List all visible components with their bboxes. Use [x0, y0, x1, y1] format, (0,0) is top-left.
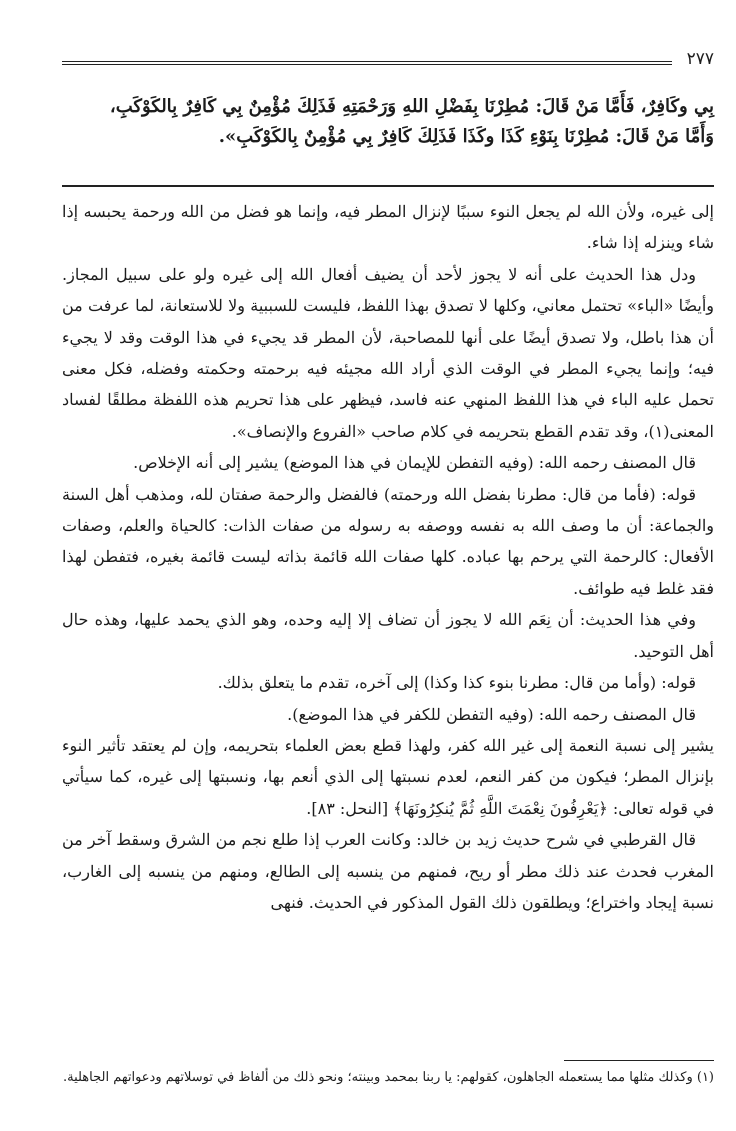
paragraph: قال المصنف رحمه الله: (وفيه التفطن للإيمان في هذا الموضع) يشير إلى أنه الإخلاص. [133, 453, 696, 473]
footnote-text: (١) وكذلك مثلها مما يستعمله الجاهلون، كقولهم: يا ربنا بمحمد وبينته؛ ونحو ذلك من ألفاظ في توسلاتهم ودعواتهم الجاهلية. [62, 1070, 714, 1085]
paragraph: إلى غيره، ولأن الله لم يجعل النوء سببًا لإنزال المطر فيه، وإنما هو فضل من الله ورحمة يحبسه إذا شاء وينزله إذا شاء. [62, 202, 714, 253]
section-divider [62, 185, 714, 187]
footnote-rule [564, 1060, 714, 1061]
paragraph: ودل هذا الحديث على أنه لا يجوز لأحد أن يضيف أفعال الله إلى غيره ولو على سبيل المجاز. وأيضًا «الباء» تحتمل معاني، وكلها لا تصدق بهذا اللفظ، فليست للسببية ولا للاستعانة، لما عرفت من أن هذا باطل، ولا تصدق أيضًا على أنها للمصاحبة، لأن المطر قد يجيء في هذا الوقت وقد لا يجيء فيه؛ وإنما يجيء المطر في الوقت الذي أراد الله مجيئه فيه برحمته وحكمته وفضله، فكل معنى تحمل عليه الباء في هذا اللفظ المنهي عنه فاسد، فيظهر على هذا تحريم هذه اللفظة مطلقًا لفساد المعنى(١)، وقد تقدم القطع بتحريمه في كلام صاحب «الفروع والإنصاف». [62, 264, 715, 441]
footnote [62, 1066, 714, 1090]
page-number: ٢٧٧ [686, 49, 714, 69]
hadith-text [62, 92, 714, 152]
paragraph: قال القرطبي في شرح حديث زيد بن خالد: وكانت العرب إذا طلع نجم من الشرق وسقط آخر من المغرب فحدث عند ذلك مطر أو ريح، فمنهم من ينسبه إلى الطالع، ومنهم من ينسبه إلى الغارب، نسبة إيجاد واختراع؛ ويطلقون ذلك القول المذكور في الحديث. فنهى [62, 830, 714, 912]
page-header [62, 49, 714, 75]
hadith-line: وَأَمَّا مَنْ قَالَ: مُطِرْنَا بِنَوْءِ كَذَا وكَذَا فَذَلِكَ كَافِرٌ بِي مُؤْمِنٌ بِالكَوْكَبِ». [218, 126, 714, 147]
paragraph: قوله: (وأما من قال: مطرنا بنوء كذا وكذا) إلى آخره، تقدم ما يتعلق بذلك. [217, 673, 696, 693]
commentary-body [62, 196, 714, 918]
hadith-line: بِي وكَافِرٌ، فَأَمَّا مَنْ قَالَ: مُطِرْنَا بِفَضْلِ اللهِ وَرَحْمَتِهِ فَذَلِكَ مُؤْمِنٌ بِي كَافِرٌ بِالكَوْكَبِ، [109, 96, 714, 117]
paragraph: قال المصنف رحمه الله: (وفيه التفطن للكفر في هذا الموضع). [287, 704, 696, 724]
paragraph: يشير إلى نسبة النعمة إلى غير الله كفر، ولهذا قطع بعض العلماء بتحريمه، وإن لم يعتقد تأثير النوء بإنزال المطر؛ فيكون من كفر النعم، لعدم نسبتها إلى الذي أنعم بها، ونسبتها إلى غيره، كما سيأتي في قوله تعالى: ﴿يَعْرِفُونَ نِعْمَتَ اللَّهِ ثُمَّ يُنكِرُونَهَا﴾ [النحل: ٨٣]. [62, 735, 714, 818]
paragraph: وفي هذا الحديث: أن نِعَم الله لا يجوز أن تضاف إلا إليه وحده، وهو الذي يحمد عليها، وهذه حال أهل التوحيد. [62, 610, 714, 661]
paragraph: قوله: (فأما من قال: مطرنا بفضل الله ورحمته) فالفضل والرحمة صفتان لله، ومذهب أهل السنة والجماعة: أن ما وصف الله به نفسه ووصفه به رسوله من صفات الذات: كالحياة والعلم، وصفات الأفعال: كالرحمة التي يرحم بها عباده. كلها صفات الله قائمة بذاته ليست قائمة بغيره، فتفطن لهذا فقد غلط فيه طوائف. [62, 484, 714, 598]
header-rule [62, 61, 672, 65]
